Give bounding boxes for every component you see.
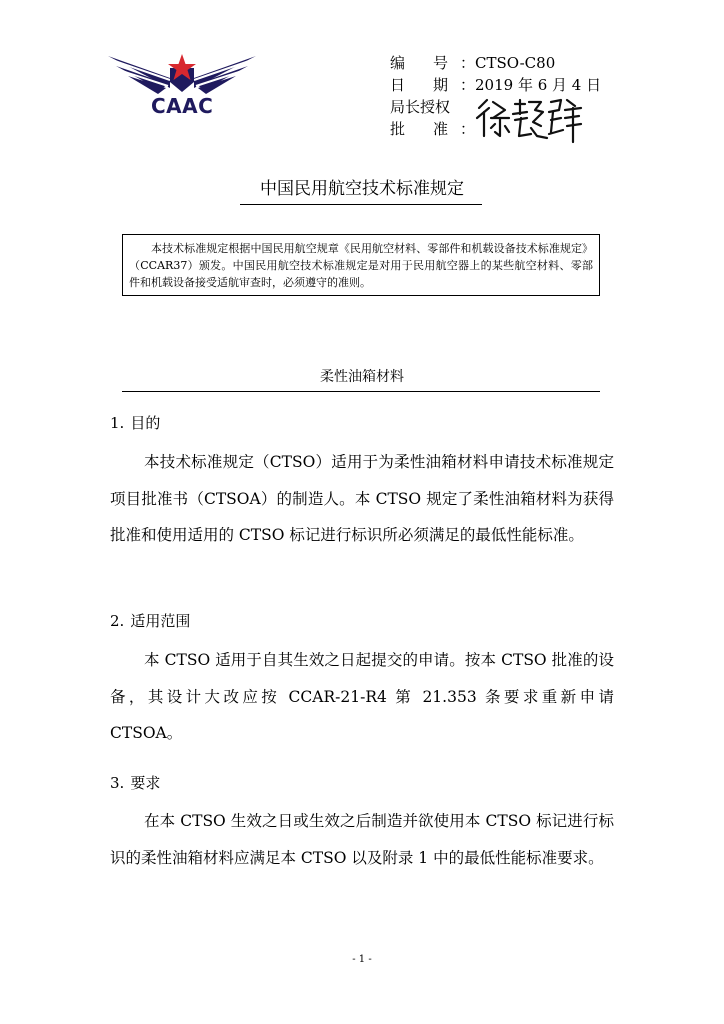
section-title: 目的 — [130, 414, 161, 432]
notice-box: 本技术标准规定根据中国民用航空规章《民用航空材料、零部件和机载设备技术标准规定》（CCAR37）颁发。中国民用航空技术标准规定是对用于民用航空器上的某些航空材料、零部件和机载设备接受适航审查时，必须遵守的准则。 — [122, 234, 600, 296]
section-title: 适用范围 — [130, 612, 191, 630]
section-title: 要求 — [130, 774, 161, 792]
section-paragraph-purpose: 本技术标准规定（CTSO）适用于为柔性油箱材料申请技术标准规定项目批准书（CTSOA）的制造人。本 CTSO 规定了柔性油箱材料为获得批准和使用适用的 CTSO 标记进行标识所必须满足的最低性能标准。 — [110, 453, 614, 544]
date-value: ：2019 年 6 月 4 日 — [460, 76, 602, 94]
subject-title: 柔性油箱材料 — [320, 369, 404, 385]
page-number: - 1 - — [352, 954, 372, 965]
logo-text: CAAC — [151, 94, 214, 118]
section-number: 1. — [110, 414, 125, 432]
doc-number-value: ：CTSO-C80 — [460, 54, 556, 72]
doc-number-row — [390, 52, 601, 74]
approval-label-line1: 局长授权 — [390, 98, 451, 116]
section-number: 2. — [110, 612, 125, 630]
caac-logo — [108, 52, 256, 122]
title-underline — [240, 204, 482, 205]
section-heading-scope — [110, 610, 190, 631]
date-label: 日 期 — [390, 76, 448, 94]
approval-label-line2: 批 准 — [390, 120, 448, 138]
section-paragraph-scope: 本 CTSO 适用于自其生效之日起提交的申请。按本 CTSO 批准的设备，其设计大改应按 CCAR-21-R4 第 21.353 条要求重新申请 CTSOA。 — [110, 651, 614, 742]
approval-colon: ： — [460, 120, 476, 138]
section-heading-purpose — [110, 412, 160, 433]
subject-underline — [122, 391, 600, 392]
date-row — [390, 74, 601, 96]
section-heading-requirements — [110, 772, 160, 793]
doc-number-label: 编 号 — [390, 54, 448, 72]
handwritten-signature — [475, 96, 585, 148]
section-paragraph-requirements: 在本 CTSO 生效之日或生效之后制造并欲使用本 CTSO 标记进行标识的柔性油箱材料应满足本 CTSO 以及附录 1 中的最低性能标准要求。 — [110, 812, 614, 867]
caac-wings-emblem — [108, 52, 256, 96]
page-title: 中国民用航空技术标准规定 — [260, 179, 464, 199]
section-number: 3. — [110, 774, 125, 792]
